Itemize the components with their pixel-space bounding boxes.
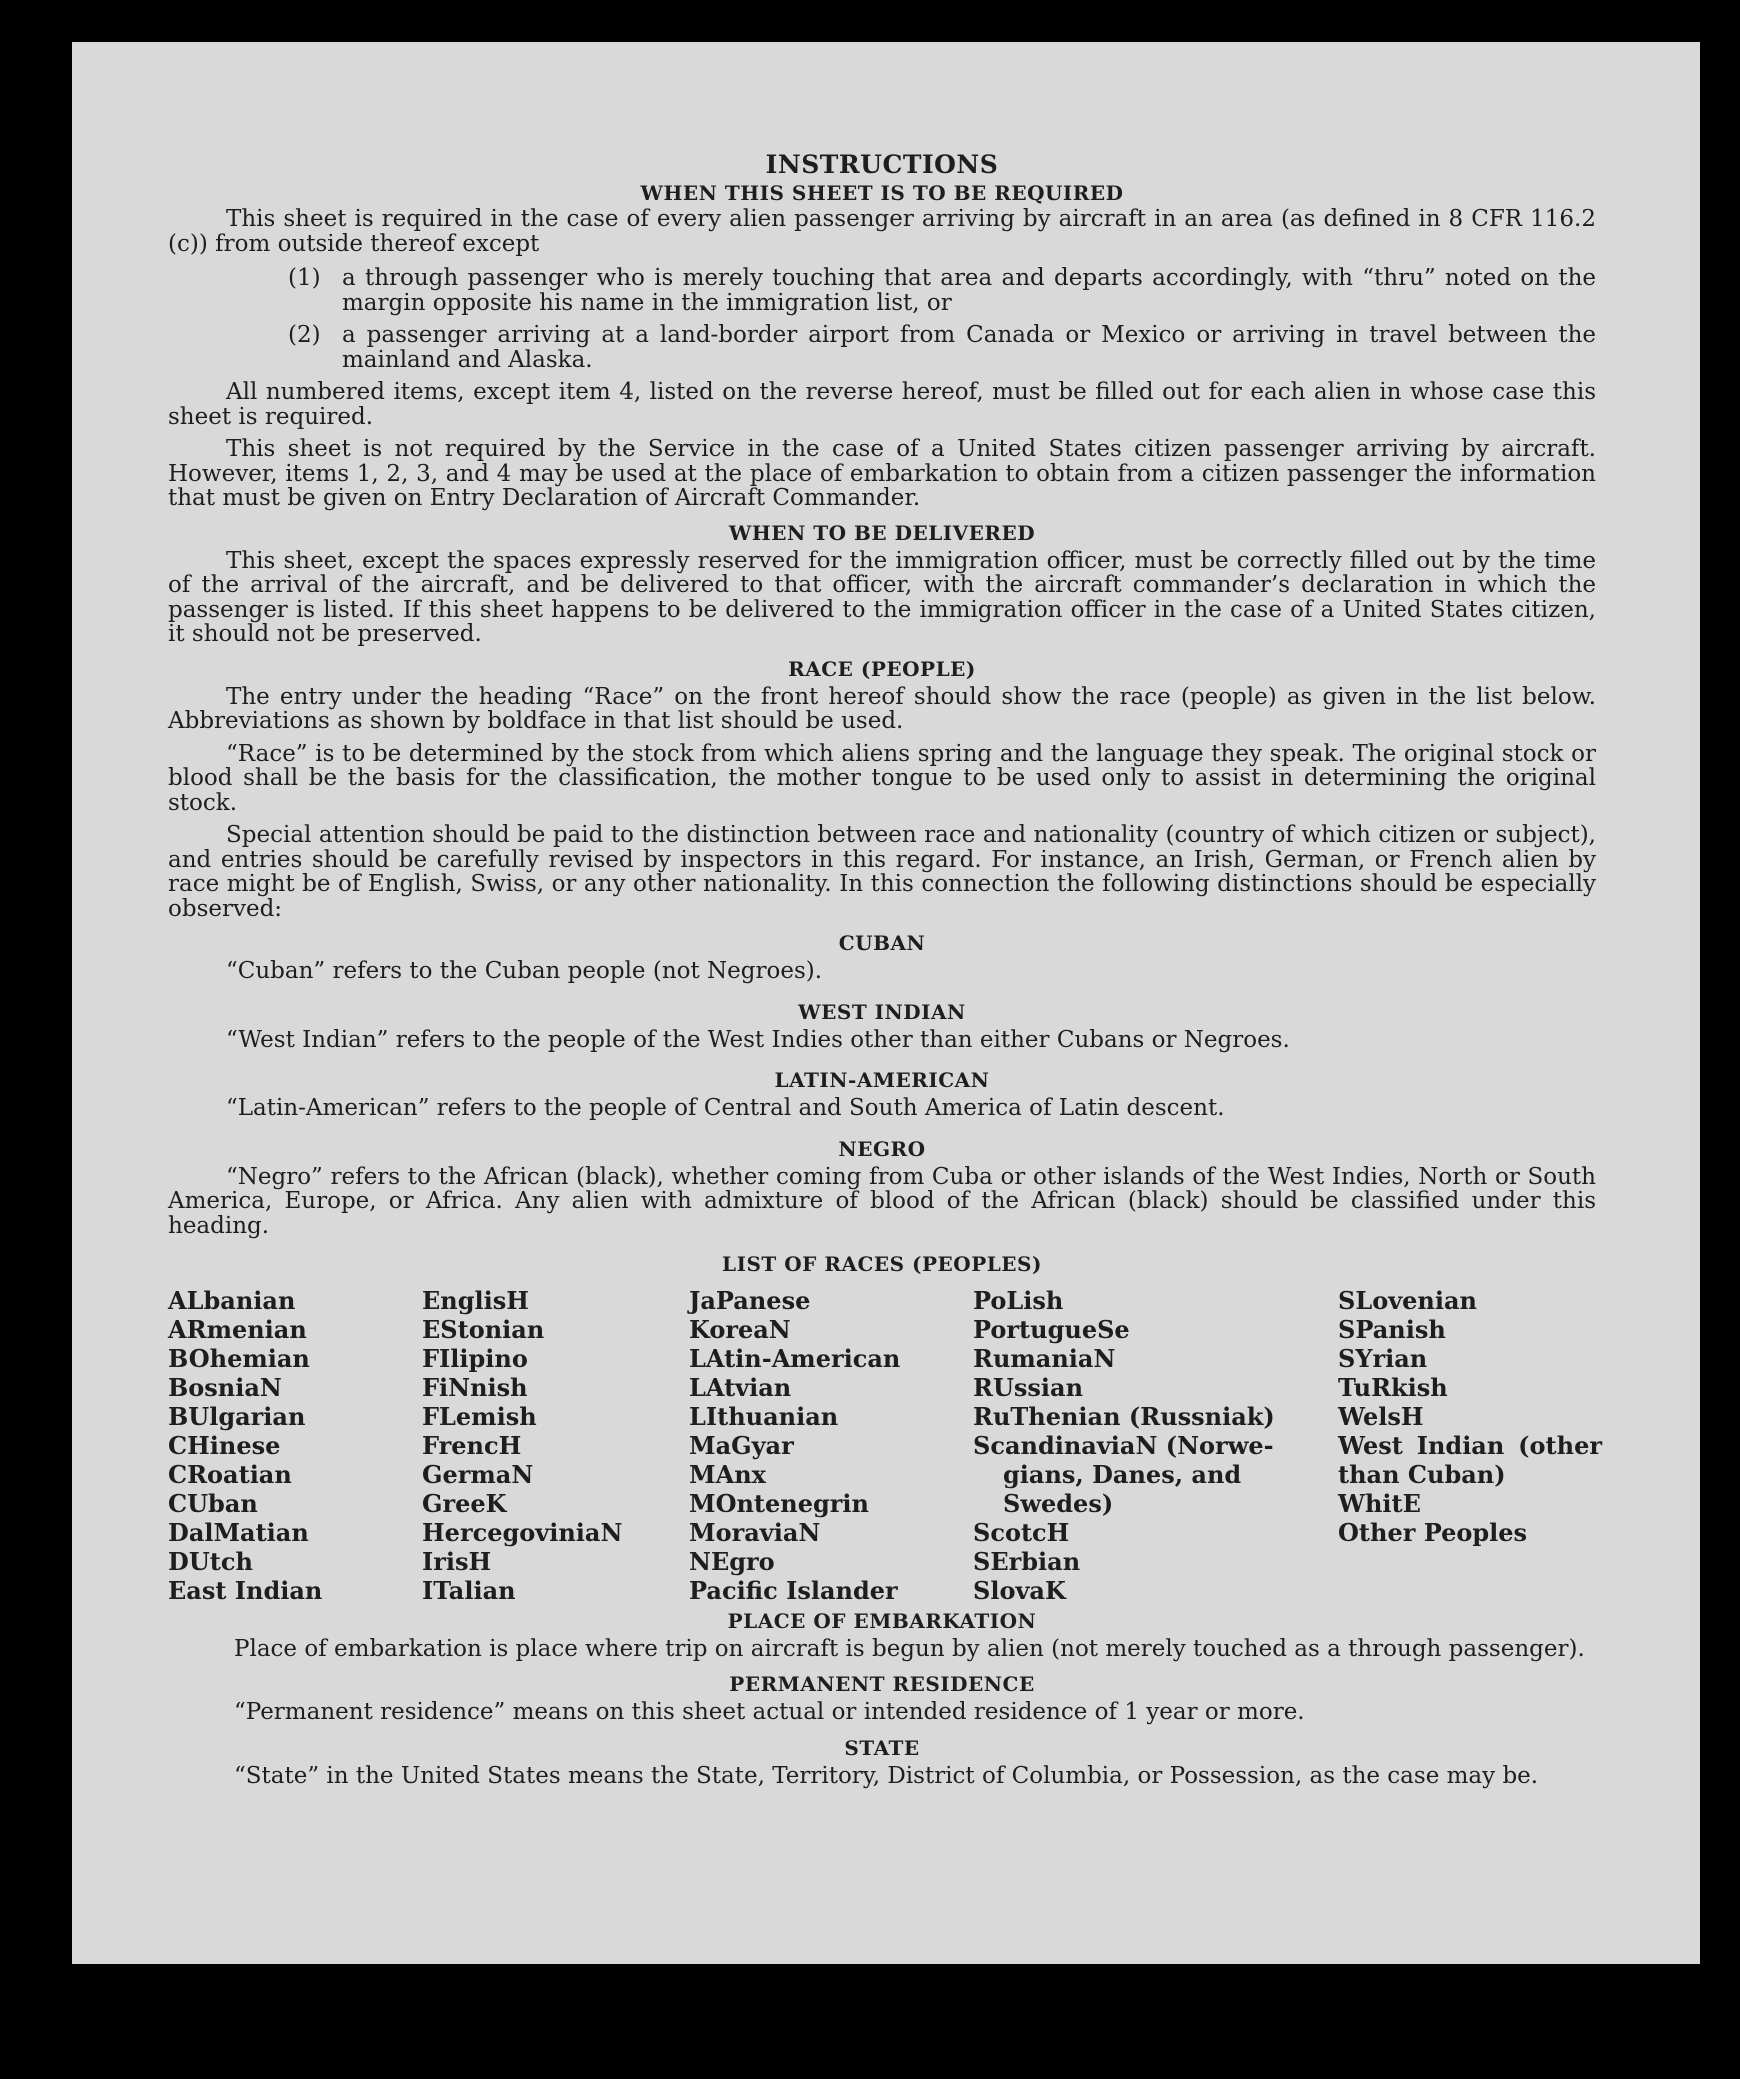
race-item: WhitE (1338, 1489, 1421, 1518)
exception-item (288, 266, 1596, 315)
race-item: WelsH (1338, 1402, 1424, 1431)
race-item: LAtin-American (689, 1344, 901, 1373)
when-required-para2: All numbered items, except item 4, listed on the reverse hereof, must be filled out for each alien in whose case this sheet is required. (168, 379, 1596, 430)
race-item: DalMatian (168, 1518, 309, 1547)
latin-american-heading: LATIN-AMERICAN (774, 1068, 990, 1092)
race-item: SErbian (973, 1547, 1081, 1576)
when-delivered-text: This sheet, except the spaces expressly reserved for the immigration officer, must be correctly filled out by the time of the arrival of the aircraft, and be delivered to that officer, with the aircraft commander’s declaration in which the passenger is listed. If this sheet happens to be delivered to the immigration officer in the case of a United States citizen, it should not be preserved. (168, 547, 1596, 647)
exception-text: a through passenger who is merely touching that area and departs accordingly, with “thru” noted on the margin opposite his name in the immigration list, or (342, 265, 1596, 316)
race-item: ARmenian (168, 1315, 307, 1344)
race-item: FiNnish (422, 1373, 528, 1402)
race-item: FrencH (422, 1431, 522, 1460)
race-list (168, 1286, 1602, 1605)
race-item: CRoatian (168, 1460, 292, 1489)
race-item: FIlipino (422, 1344, 528, 1373)
race-item: KoreaN (689, 1315, 791, 1344)
state-heading: STATE (844, 1736, 920, 1760)
race-item: CHinese (168, 1431, 281, 1460)
exception-item (288, 323, 1596, 372)
race-item: RuThenian (Russniak) (973, 1402, 1275, 1431)
embarkation-heading: PLACE OF EMBARKATION (727, 1609, 1037, 1633)
race-item: GermaN (422, 1460, 534, 1489)
race-item: East Indian (168, 1576, 323, 1605)
cuban-text: “Cuban” refers to the Cuban people (not Negroes). (226, 958, 823, 984)
race-item: Pacific Islander (689, 1576, 898, 1605)
exception-number: (2) (288, 322, 321, 348)
race-item: GreeK (422, 1489, 507, 1518)
state-text: “State” in the United States means the State, Territory, District of Columbia, or Possession, as the case may be. (234, 1763, 1539, 1789)
race-item: RumaniaN (973, 1344, 1116, 1373)
race-item: LIthuanian (689, 1402, 839, 1431)
when-required-heading: WHEN THIS SHEET IS TO BE REQUIRED (640, 181, 1124, 205)
race-item: Other Peoples (1338, 1518, 1528, 1547)
race-item: TuRkish (1338, 1373, 1448, 1402)
race-item: MAnx (689, 1460, 766, 1489)
negro-heading: NEGRO (838, 1136, 926, 1161)
race-para3: Special attention should be paid to the distinction between race and nationality (country of which citizen or subject), and entries should be carefully revised by inspectors in this regard. For instance, an Irish, German, or French alien by race might be of English, Swiss, or any other nationality. In this connection the following distinctions should be especially observed: (168, 822, 1596, 922)
latin-american-text: “Latin-American” refers to the people of Central and South America of Latin descent. (226, 1095, 1225, 1121)
when-required-para3: This sheet is not required by the Service in the case of a United States citizen passenger arriving by aircraft. However, items 1, 2, 3, and 4 may be used at the place of embarkation to obtain from a citizen passenger the information that must be given on Entry Declaration of Aircraft Commander. (168, 436, 1596, 511)
race-item: SYrian (1338, 1344, 1428, 1373)
west-indian-text: “West Indian” refers to the people of the West Indies other than either Cubans or Negroes. (226, 1026, 1290, 1053)
document-sheet (72, 42, 1700, 1964)
race-item: EStonian (422, 1315, 545, 1344)
residence-text: “Permanent residence” means on this sheet actual or intended residence of 1 year or more. (234, 1698, 1305, 1725)
race-item: EnglisH (422, 1286, 529, 1315)
race-item: ALbanian (168, 1286, 296, 1315)
race-item: LAtvian (689, 1373, 792, 1402)
race-item: ScotcH (973, 1518, 1070, 1547)
race-item: IrisH (422, 1547, 492, 1576)
race-item: ScandinaviaN (Norwe- (973, 1431, 1274, 1460)
west-indian-heading: WEST INDIAN (798, 999, 966, 1024)
race-heading: RACE (PEOPLE) (788, 656, 976, 681)
cuban-heading: CUBAN (838, 931, 926, 955)
race-column-5 (1338, 1286, 1602, 1605)
race-item: BOhemian (168, 1344, 310, 1373)
race-item: PoLish (973, 1286, 1064, 1315)
when-delivered-heading: WHEN TO BE DELIVERED (728, 520, 1036, 545)
residence-heading: PERMANENT RESIDENCE (729, 1671, 1035, 1696)
race-column-1 (168, 1286, 422, 1605)
page-title: INSTRUCTIONS (765, 150, 999, 179)
race-item: JaPanese (689, 1286, 811, 1315)
when-required-intro: This sheet is required in the case of every alien passenger arriving by aircraft in an area (as defined in 8 CFR 116.2 (c)) from outside thereof except (168, 206, 1596, 257)
race-item: NEgro (689, 1547, 775, 1576)
race-item: BosniaN (168, 1373, 282, 1402)
race-item-continuation: gians, Danes, and Swedes) (1003, 1460, 1242, 1518)
race-item: SLovenian (1338, 1286, 1477, 1315)
race-item: DUtch (168, 1547, 253, 1576)
race-item: SlovaK (973, 1576, 1066, 1605)
race-item: FLemish (422, 1402, 537, 1431)
race-item: MOntenegrin (689, 1489, 869, 1518)
race-column-4 (973, 1286, 1338, 1605)
race-item: SPanish (1338, 1315, 1446, 1344)
race-item: West Indian (other than Cuban) (1338, 1431, 1602, 1489)
race-item: HercegoviniaN (422, 1518, 623, 1547)
race-list-heading: LIST OF RACES (PEOPLES) (722, 1252, 1042, 1276)
race-para1: The entry under the heading “Race” on the front hereof should show the race (people) as given in the list below. Abbreviations as shown by boldface in that list should be used. (168, 683, 1596, 734)
race-item: MaGyar (689, 1431, 794, 1460)
exception-number: (1) (288, 265, 321, 291)
negro-text: “Negro” refers to the African (black), whether coming from Cuba or other islands of the West Indies, North or South America, Europe, or Africa. Any alien with admixture of blood of the African (black) should be classified under this heading. (168, 1163, 1596, 1239)
embarkation-text: Place of embarkation is place where trip on aircraft is begun by alien (not merely touched as a through passenger). (234, 1636, 1585, 1662)
race-column-3 (689, 1286, 973, 1605)
race-item: ITalian (422, 1576, 516, 1605)
race-para2: “Race” is to be determined by the stock from which aliens spring and the language they speak. The original stock or blood shall be the basis for the classification, the mother tongue to be used only to assist in determining the original stock. (168, 740, 1596, 816)
race-item: RUssian (973, 1373, 1084, 1402)
race-item: BUlgarian (168, 1402, 306, 1431)
exception-text: a passenger arriving at a land-border airport from Canada or Mexico or arriving in travel between the mainland and Alaska. (342, 322, 1596, 373)
race-item: CUban (168, 1489, 258, 1518)
race-item: PortugueSe (973, 1315, 1130, 1344)
race-column-2 (422, 1286, 689, 1605)
race-item: MoraviaN (689, 1518, 821, 1547)
